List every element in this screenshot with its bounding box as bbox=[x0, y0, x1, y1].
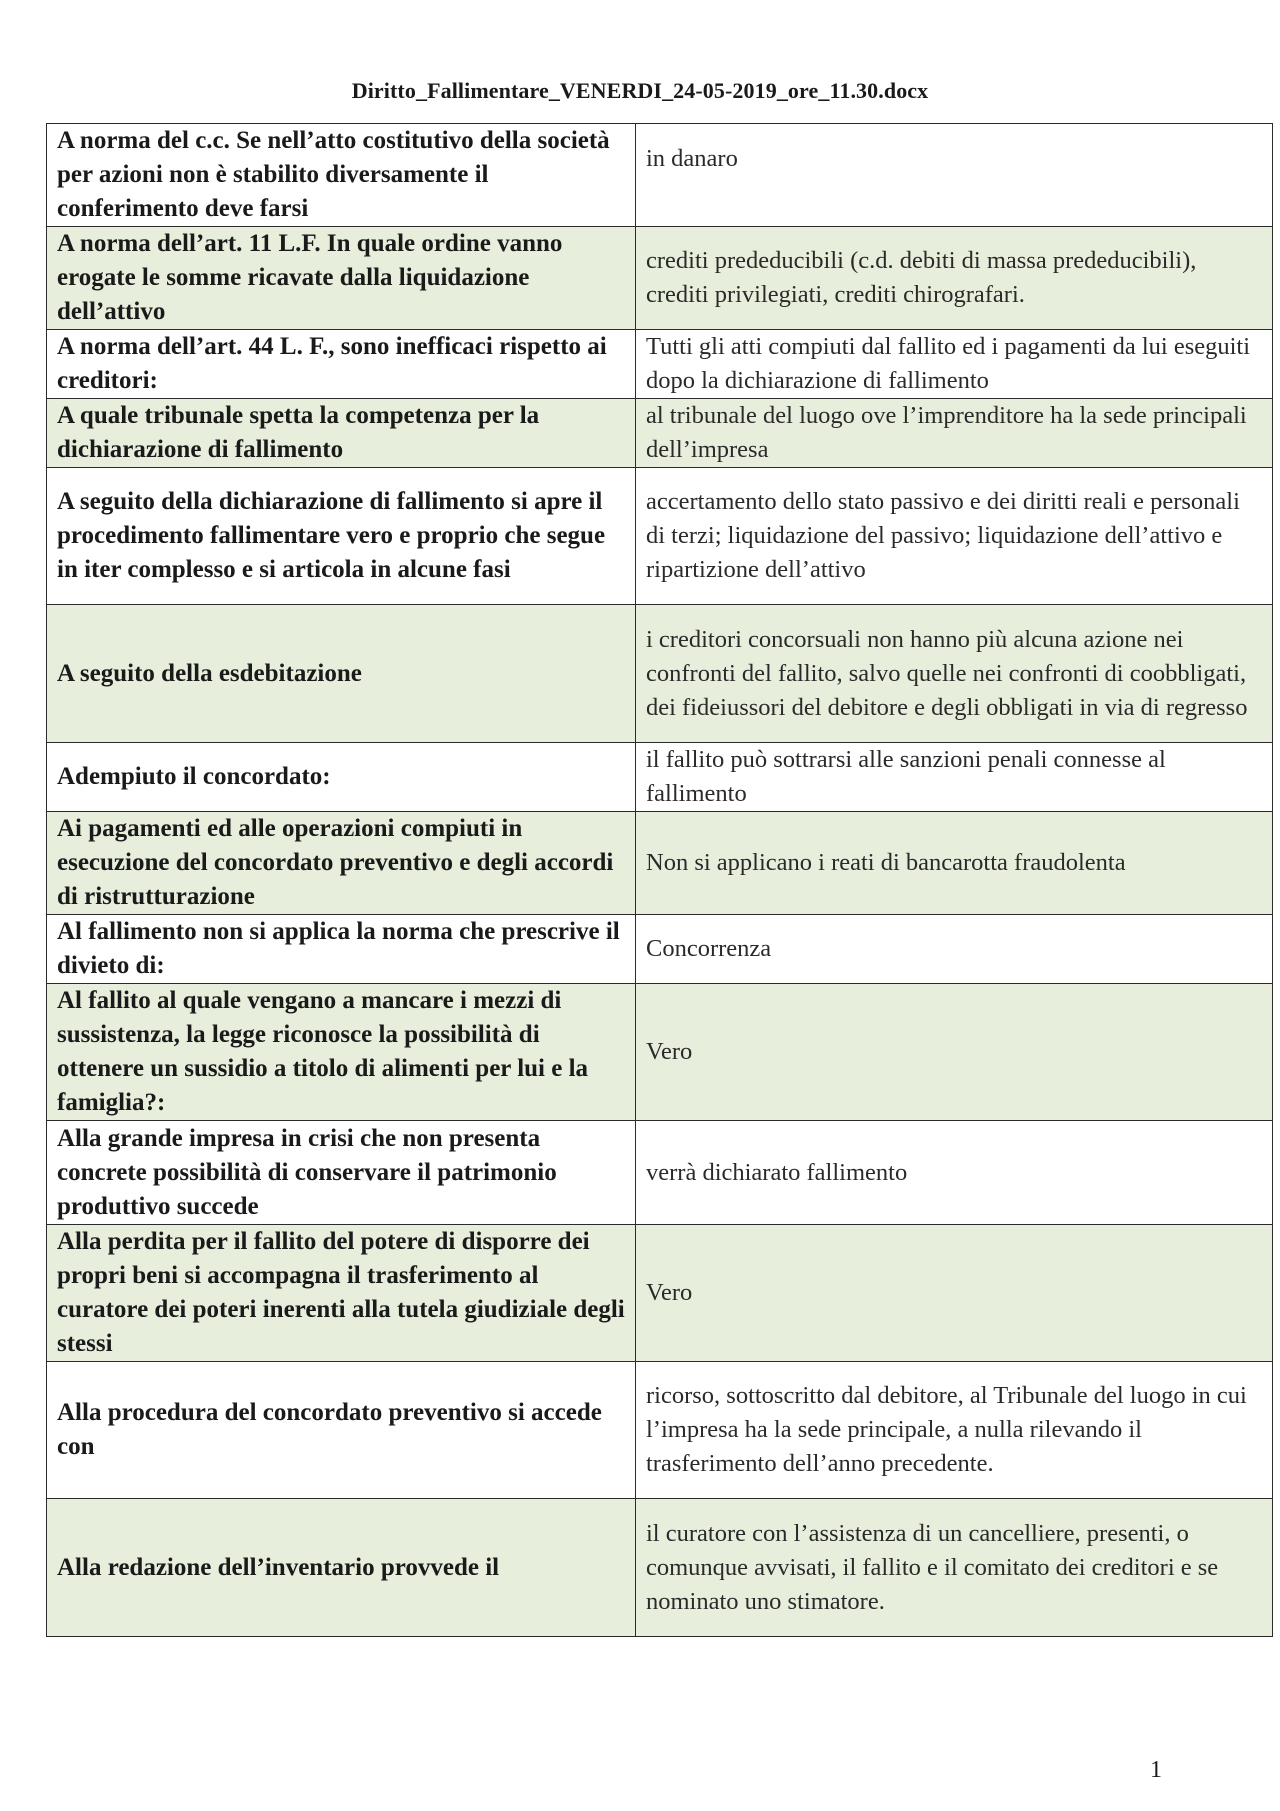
question-cell: A seguito della dichiarazione di fallimento si apre il procedimento fallimentare vero e proprio che segue in iter complesso e si articola in alcune fasi bbox=[47, 468, 636, 605]
question-cell: Al fallito al quale vengano a mancare i mezzi di sussistenza, la legge riconosce la possibilità di ottenere un sussidio a titolo di alimenti per lui e la famiglia?: bbox=[47, 984, 636, 1121]
question-cell: A seguito della esdebitazione bbox=[47, 605, 636, 743]
table-row bbox=[47, 1225, 1273, 1362]
question-cell: A quale tribunale spetta la competenza per la dichiarazione di fallimento bbox=[47, 399, 636, 468]
answer-cell: ricorso, sottoscritto dal debitore, al Tribunale del luogo in cui l’impresa ha la sede principale, a nulla rilevando il trasferimento dell’anno precedente. bbox=[636, 1362, 1273, 1499]
answer-cell: accertamento dello stato passivo e dei diritti reali e personali di terzi; liquidazione del passivo; liquidazione dell’attivo e ripartizione dell’attivo bbox=[636, 468, 1273, 605]
table-row bbox=[47, 468, 1273, 605]
qa-table bbox=[46, 123, 1273, 1637]
answer-cell: Non si applicano i reati di bancarotta fraudolenta bbox=[636, 812, 1273, 915]
question-cell: Alla procedura del concordato preventivo si accede con bbox=[47, 1362, 636, 1499]
question-cell: Adempiuto il concordato: bbox=[47, 743, 636, 812]
table-row bbox=[47, 1121, 1273, 1225]
table-row bbox=[47, 124, 1273, 227]
answer-cell: al tribunale del luogo ove l’imprenditore ha la sede principali dell’impresa bbox=[636, 399, 1273, 468]
question-cell: Alla grande impresa in crisi che non presenta concrete possibilità di conservare il patrimonio produttivo succede bbox=[47, 1121, 636, 1225]
answer-cell: i creditori concorsuali non hanno più alcuna azione nei confronti del fallito, salvo quelle nei confronti di coobbligati, dei fideiussori del debitore e degli obbligati in via di regresso bbox=[636, 605, 1273, 743]
answer-cell: verrà dichiarato fallimento bbox=[636, 1121, 1273, 1225]
question-cell: A norma del c.c. Se nell’atto costitutivo della società per azioni non è stabilito diversamente il conferimento deve farsi bbox=[47, 124, 636, 227]
question-cell: A norma dell’art. 44 L. F., sono inefficaci rispetto ai creditori: bbox=[47, 330, 636, 399]
question-cell: A norma dell’art. 11 L.F. In quale ordine vanno erogate le somme ricavate dalla liquidazione dell’attivo bbox=[47, 227, 636, 330]
table-row bbox=[47, 984, 1273, 1121]
table-row bbox=[47, 1499, 1273, 1637]
table-row bbox=[47, 1362, 1273, 1499]
answer-cell: Vero bbox=[636, 1225, 1273, 1362]
document-title: Diritto_Fallimentare_VENERDI_24-05-2019_ore_11.30.docx bbox=[351, 78, 929, 103]
answer-cell: in danaro bbox=[636, 124, 1273, 227]
answer-cell: crediti prededucibili (c.d. debiti di massa prededucibili), crediti privilegiati, crediti chirografari. bbox=[636, 227, 1273, 330]
table-row bbox=[47, 812, 1273, 915]
table-row bbox=[47, 605, 1273, 743]
question-cell: Alla redazione dell’inventario provvede il bbox=[47, 1499, 636, 1637]
table-row bbox=[47, 743, 1273, 812]
answer-cell: Vero bbox=[636, 984, 1273, 1121]
question-cell: Al fallimento non si applica la norma che prescrive il divieto di: bbox=[47, 915, 636, 984]
table-row bbox=[47, 915, 1273, 984]
answer-cell: il fallito può sottrarsi alle sanzioni penali connesse al fallimento bbox=[636, 743, 1273, 812]
table-row bbox=[47, 399, 1273, 468]
table-row bbox=[47, 330, 1273, 399]
answer-cell: Tutti gli atti compiuti dal fallito ed i pagamenti da lui eseguiti dopo la dichiarazione di fallimento bbox=[636, 330, 1273, 399]
table-row bbox=[47, 227, 1273, 330]
question-cell: Alla perdita per il fallito del potere di disporre dei propri beni si accompagna il trasferimento al curatore dei poteri inerenti alla tutela giudiziale degli stessi bbox=[47, 1225, 636, 1362]
question-cell: Ai pagamenti ed alle operazioni compiuti in esecuzione del concordato preventivo e degli accordi di ristrutturazione bbox=[47, 812, 636, 915]
page-number: 1 bbox=[1150, 1757, 1162, 1783]
answer-cell: il curatore con l’assistenza di un cancelliere, presenti, o comunque avvisati, il fallito e il comitato dei creditori e se nominato uno stimatore. bbox=[636, 1499, 1273, 1637]
answer-cell: Concorrenza bbox=[636, 915, 1273, 984]
